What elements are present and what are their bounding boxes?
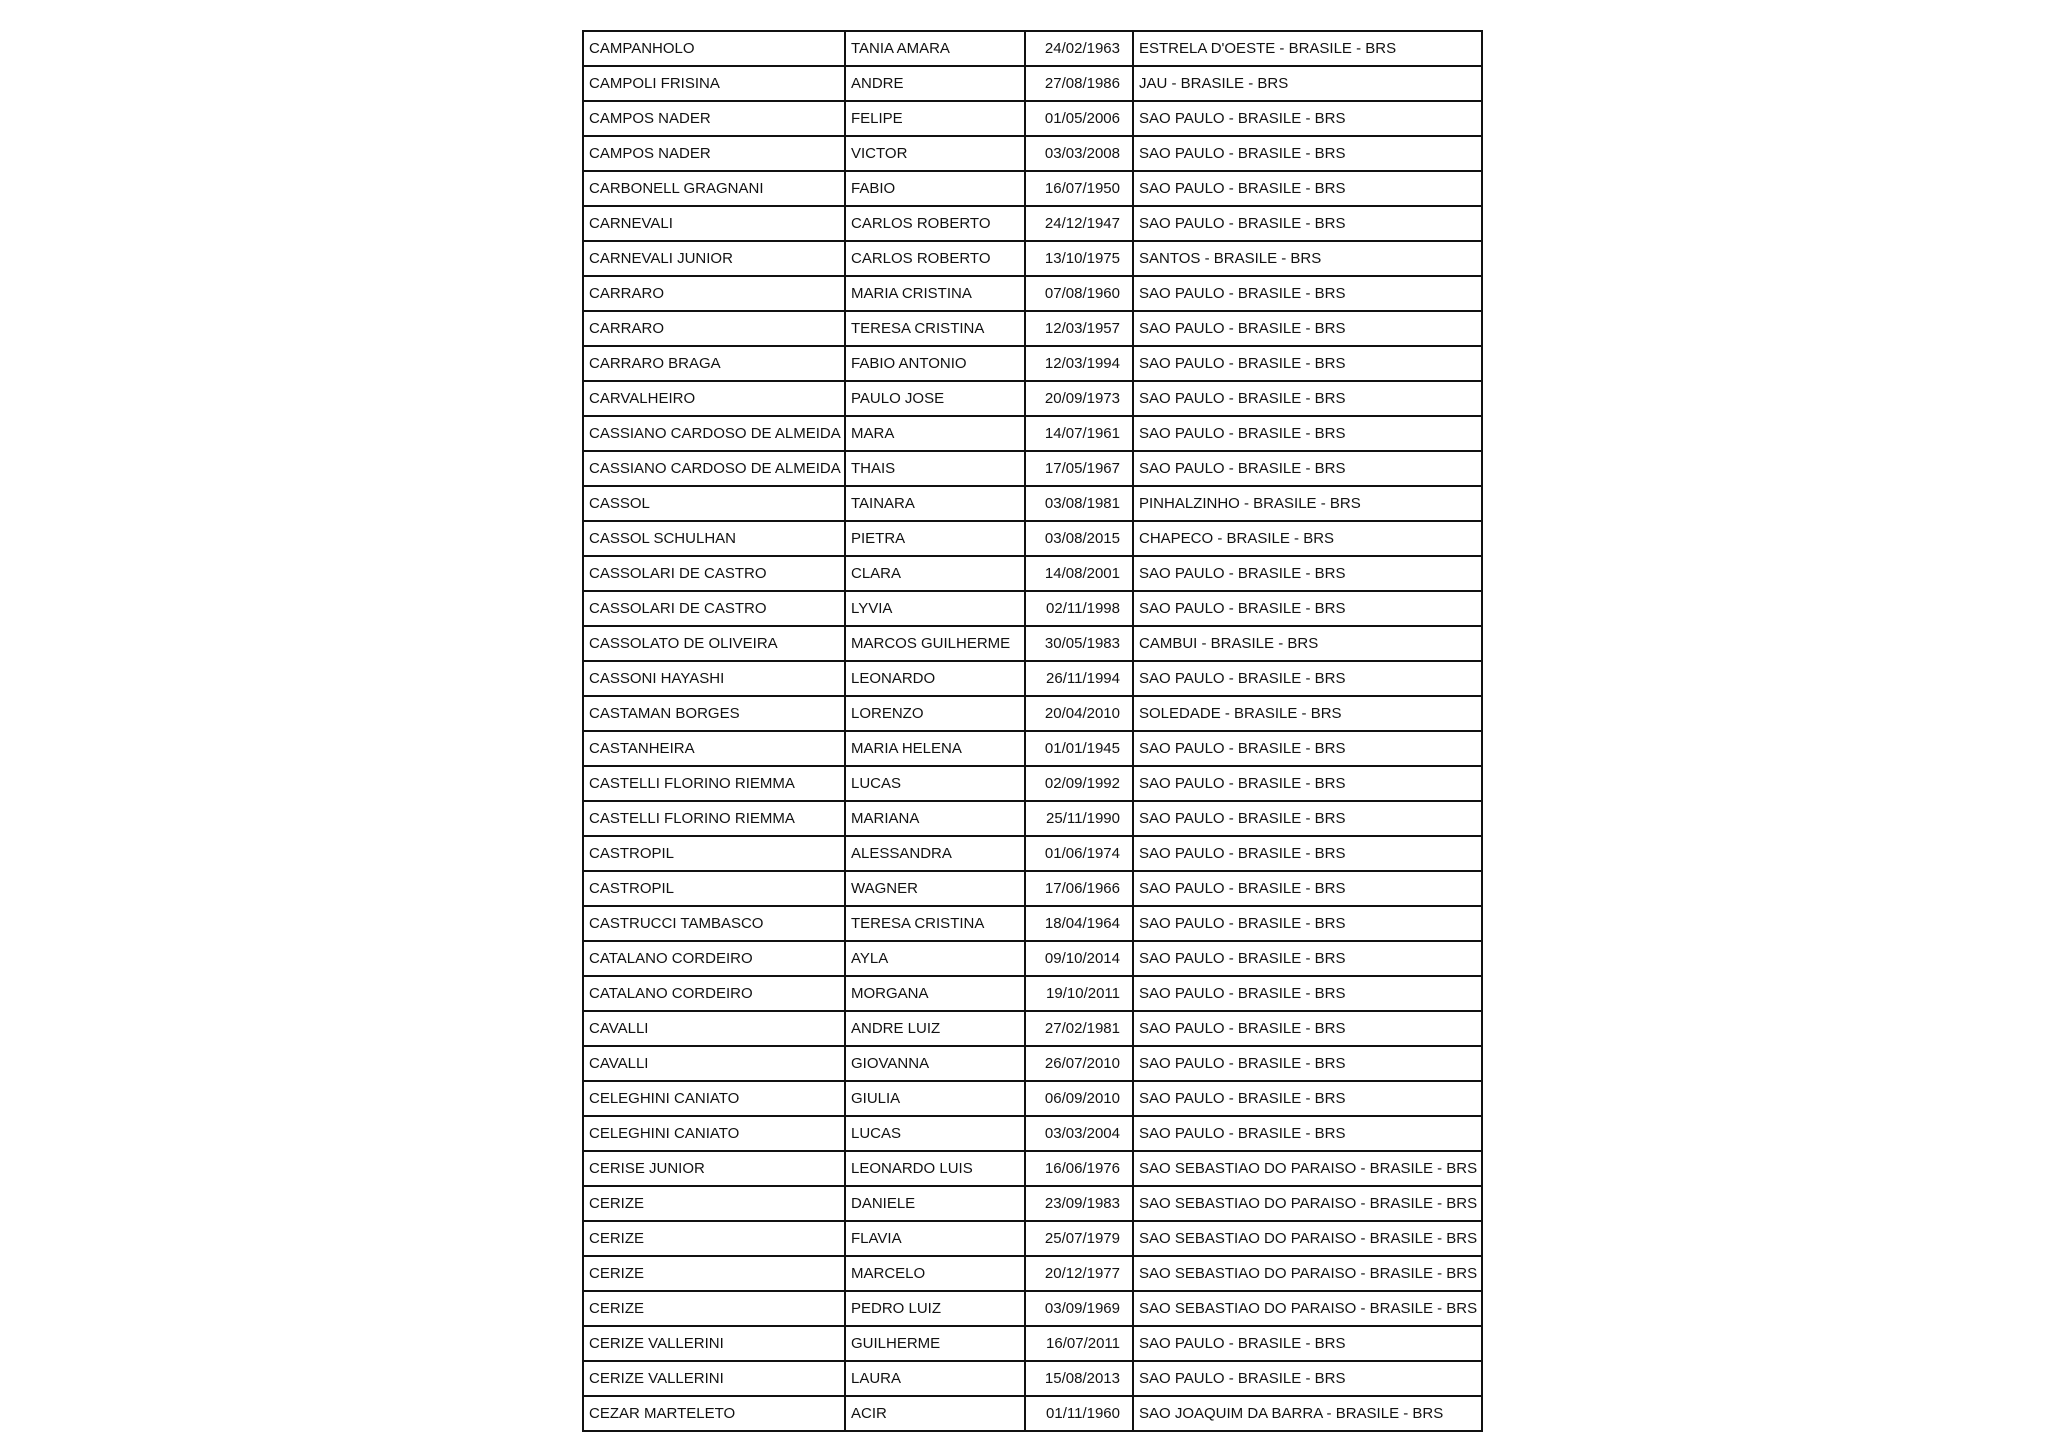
birthdate-cell: 24/12/1947	[1025, 206, 1133, 241]
birthplace-cell: SAO PAULO - BRASILE - BRS	[1133, 311, 1482, 346]
surname-cell: CASSIANO CARDOSO DE ALMEIDA	[583, 451, 845, 486]
table-row	[583, 766, 1482, 801]
register-table	[582, 30, 1483, 1432]
firstname-cell: MARCOS GUILHERME	[845, 626, 1025, 661]
surname-cell: CATALANO CORDEIRO	[583, 941, 845, 976]
table-row	[583, 486, 1482, 521]
birthplace-cell: SAO PAULO - BRASILE - BRS	[1133, 836, 1482, 871]
surname-cell: CASTELLI FLORINO RIEMMA	[583, 801, 845, 836]
firstname-cell: MARA	[845, 416, 1025, 451]
birthdate-cell: 23/09/1983	[1025, 1186, 1133, 1221]
birthdate-cell: 03/09/1969	[1025, 1291, 1133, 1326]
table-row	[583, 1116, 1482, 1151]
firstname-cell: MARIANA	[845, 801, 1025, 836]
birthdate-cell: 03/03/2004	[1025, 1116, 1133, 1151]
table-row	[583, 101, 1482, 136]
firstname-cell: ACIR	[845, 1396, 1025, 1431]
birthplace-cell: SAO PAULO - BRASILE - BRS	[1133, 451, 1482, 486]
birthdate-cell: 01/06/1974	[1025, 836, 1133, 871]
firstname-cell: MORGANA	[845, 976, 1025, 1011]
surname-cell: CASTANHEIRA	[583, 731, 845, 766]
firstname-cell: LEONARDO LUIS	[845, 1151, 1025, 1186]
firstname-cell: GIOVANNA	[845, 1046, 1025, 1081]
table-row	[583, 206, 1482, 241]
surname-cell: CERIZE	[583, 1186, 845, 1221]
birthplace-cell: SAO SEBASTIAO DO PARAISO - BRASILE - BRS	[1133, 1256, 1482, 1291]
birthdate-cell: 19/10/2011	[1025, 976, 1133, 1011]
table-row	[583, 66, 1482, 101]
firstname-cell: TERESA CRISTINA	[845, 906, 1025, 941]
firstname-cell: MARIA HELENA	[845, 731, 1025, 766]
firstname-cell: LYVIA	[845, 591, 1025, 626]
birthdate-cell: 16/06/1976	[1025, 1151, 1133, 1186]
surname-cell: CARNEVALI	[583, 206, 845, 241]
surname-cell: CASSOL	[583, 486, 845, 521]
birthdate-cell: 25/11/1990	[1025, 801, 1133, 836]
surname-cell: CELEGHINI CANIATO	[583, 1081, 845, 1116]
surname-cell: CAMPOS NADER	[583, 101, 845, 136]
birthdate-cell: 20/09/1973	[1025, 381, 1133, 416]
table-row	[583, 276, 1482, 311]
surname-cell: CERIZE VALLERINI	[583, 1326, 845, 1361]
surname-cell: CERIZE	[583, 1291, 845, 1326]
surname-cell: CAMPANHOLO	[583, 31, 845, 66]
birthdate-cell: 02/09/1992	[1025, 766, 1133, 801]
firstname-cell: LEONARDO	[845, 661, 1025, 696]
surname-cell: CARRARO BRAGA	[583, 346, 845, 381]
birthplace-cell: SAO PAULO - BRASILE - BRS	[1133, 276, 1482, 311]
birthdate-cell: 27/08/1986	[1025, 66, 1133, 101]
birthplace-cell: SAO SEBASTIAO DO PARAISO - BRASILE - BRS	[1133, 1151, 1482, 1186]
birthplace-cell: SOLEDADE - BRASILE - BRS	[1133, 696, 1482, 731]
table-row	[583, 381, 1482, 416]
birthplace-cell: SAO JOAQUIM DA BARRA - BRASILE - BRS	[1133, 1396, 1482, 1431]
table-row	[583, 241, 1482, 276]
firstname-cell: TAINARA	[845, 486, 1025, 521]
birthplace-cell: ESTRELA D'OESTE - BRASILE - BRS	[1133, 31, 1482, 66]
table-row	[583, 591, 1482, 626]
birthdate-cell: 20/04/2010	[1025, 696, 1133, 731]
birthdate-cell: 12/03/1994	[1025, 346, 1133, 381]
birthplace-cell: SAO PAULO - BRASILE - BRS	[1133, 381, 1482, 416]
birthplace-cell: SAO PAULO - BRASILE - BRS	[1133, 906, 1482, 941]
surname-cell: CASTROPIL	[583, 871, 845, 906]
birthdate-cell: 27/02/1981	[1025, 1011, 1133, 1046]
surname-cell: CARRARO	[583, 276, 845, 311]
table-row	[583, 556, 1482, 591]
birthdate-cell: 01/01/1945	[1025, 731, 1133, 766]
firstname-cell: MARIA CRISTINA	[845, 276, 1025, 311]
birthdate-cell: 16/07/1950	[1025, 171, 1133, 206]
birthdate-cell: 14/07/1961	[1025, 416, 1133, 451]
birthdate-cell: 09/10/2014	[1025, 941, 1133, 976]
birthdate-cell: 03/08/1981	[1025, 486, 1133, 521]
table-row	[583, 1081, 1482, 1116]
table-row	[583, 1151, 1482, 1186]
birthdate-cell: 17/06/1966	[1025, 871, 1133, 906]
table-row	[583, 311, 1482, 346]
firstname-cell: ANDRE LUIZ	[845, 1011, 1025, 1046]
firstname-cell: VICTOR	[845, 136, 1025, 171]
surname-cell: CASSIANO CARDOSO DE ALMEIDA	[583, 416, 845, 451]
birthdate-cell: 17/05/1967	[1025, 451, 1133, 486]
surname-cell: CERIZE VALLERINI	[583, 1361, 845, 1396]
firstname-cell: LUCAS	[845, 1116, 1025, 1151]
firstname-cell: FABIO	[845, 171, 1025, 206]
birthplace-cell: SAO PAULO - BRASILE - BRS	[1133, 136, 1482, 171]
table-row	[583, 626, 1482, 661]
firstname-cell: FABIO ANTONIO	[845, 346, 1025, 381]
firstname-cell: PEDRO LUIZ	[845, 1291, 1025, 1326]
birthplace-cell: SAO PAULO - BRASILE - BRS	[1133, 661, 1482, 696]
surname-cell: CASSOLATO DE OLIVEIRA	[583, 626, 845, 661]
firstname-cell: GIULIA	[845, 1081, 1025, 1116]
surname-cell: CAVALLI	[583, 1046, 845, 1081]
birthdate-cell: 13/10/1975	[1025, 241, 1133, 276]
surname-cell: CASTROPIL	[583, 836, 845, 871]
table-row	[583, 906, 1482, 941]
surname-cell: CASTAMAN BORGES	[583, 696, 845, 731]
firstname-cell: TERESA CRISTINA	[845, 311, 1025, 346]
birthdate-cell: 18/04/1964	[1025, 906, 1133, 941]
birthplace-cell: SAO PAULO - BRASILE - BRS	[1133, 171, 1482, 206]
birthdate-cell: 26/11/1994	[1025, 661, 1133, 696]
surname-cell: CARNEVALI JUNIOR	[583, 241, 845, 276]
birthdate-cell: 30/05/1983	[1025, 626, 1133, 661]
firstname-cell: LAURA	[845, 1361, 1025, 1396]
table-row	[583, 1361, 1482, 1396]
birthdate-cell: 06/09/2010	[1025, 1081, 1133, 1116]
surname-cell: CASSOLARI DE CASTRO	[583, 591, 845, 626]
birthplace-cell: JAU - BRASILE - BRS	[1133, 66, 1482, 101]
birthdate-cell: 20/12/1977	[1025, 1256, 1133, 1291]
birthplace-cell: SAO SEBASTIAO DO PARAISO - BRASILE - BRS	[1133, 1221, 1482, 1256]
birthplace-cell: SAO PAULO - BRASILE - BRS	[1133, 941, 1482, 976]
birthplace-cell: CAMBUI - BRASILE - BRS	[1133, 626, 1482, 661]
birthdate-cell: 26/07/2010	[1025, 1046, 1133, 1081]
birthplace-cell: SAO PAULO - BRASILE - BRS	[1133, 1011, 1482, 1046]
table-row	[583, 171, 1482, 206]
table-row	[583, 836, 1482, 871]
firstname-cell: AYLA	[845, 941, 1025, 976]
surname-cell: CASTRUCCI TAMBASCO	[583, 906, 845, 941]
register-table-body	[583, 31, 1482, 1431]
table-row	[583, 1256, 1482, 1291]
surname-cell: CEZAR MARTELETO	[583, 1396, 845, 1431]
surname-cell: CERIZE	[583, 1221, 845, 1256]
firstname-cell: CARLOS ROBERTO	[845, 241, 1025, 276]
table-row	[583, 346, 1482, 381]
firstname-cell: PAULO JOSE	[845, 381, 1025, 416]
surname-cell: CASSONI HAYASHI	[583, 661, 845, 696]
surname-cell: CAMPOS NADER	[583, 136, 845, 171]
birthplace-cell: SAO PAULO - BRASILE - BRS	[1133, 416, 1482, 451]
table-row	[583, 661, 1482, 696]
birthplace-cell: SAO PAULO - BRASILE - BRS	[1133, 556, 1482, 591]
birthdate-cell: 01/11/1960	[1025, 1396, 1133, 1431]
birthplace-cell: SAO PAULO - BRASILE - BRS	[1133, 871, 1482, 906]
firstname-cell: GUILHERME	[845, 1326, 1025, 1361]
birthdate-cell: 02/11/1998	[1025, 591, 1133, 626]
table-row	[583, 801, 1482, 836]
birthplace-cell: SAO PAULO - BRASILE - BRS	[1133, 101, 1482, 136]
firstname-cell: ALESSANDRA	[845, 836, 1025, 871]
table-row	[583, 1011, 1482, 1046]
surname-cell: CASSOL SCHULHAN	[583, 521, 845, 556]
surname-cell: CAMPOLI FRISINA	[583, 66, 845, 101]
table-row	[583, 136, 1482, 171]
birthplace-cell: SAO PAULO - BRASILE - BRS	[1133, 801, 1482, 836]
firstname-cell: CLARA	[845, 556, 1025, 591]
birthplace-cell: SAO PAULO - BRASILE - BRS	[1133, 591, 1482, 626]
table-row	[583, 1221, 1482, 1256]
table-row	[583, 521, 1482, 556]
firstname-cell: MARCELO	[845, 1256, 1025, 1291]
table-row	[583, 696, 1482, 731]
birthplace-cell: SAO PAULO - BRASILE - BRS	[1133, 731, 1482, 766]
surname-cell: CARVALHEIRO	[583, 381, 845, 416]
surname-cell: CELEGHINI CANIATO	[583, 1116, 845, 1151]
birthdate-cell: 15/08/2013	[1025, 1361, 1133, 1396]
surname-cell: CARBONELL GRAGNANI	[583, 171, 845, 206]
surname-cell: CASTELLI FLORINO RIEMMA	[583, 766, 845, 801]
table-row	[583, 1046, 1482, 1081]
birthdate-cell: 14/08/2001	[1025, 556, 1133, 591]
birthdate-cell: 01/05/2006	[1025, 101, 1133, 136]
table-row	[583, 731, 1482, 766]
birthdate-cell: 03/08/2015	[1025, 521, 1133, 556]
firstname-cell: TANIA AMARA	[845, 31, 1025, 66]
table-row	[583, 1291, 1482, 1326]
birthplace-cell: SAO PAULO - BRASILE - BRS	[1133, 206, 1482, 241]
birthplace-cell: SAO PAULO - BRASILE - BRS	[1133, 766, 1482, 801]
birthplace-cell: SAO PAULO - BRASILE - BRS	[1133, 1361, 1482, 1396]
table-row	[583, 941, 1482, 976]
firstname-cell: DANIELE	[845, 1186, 1025, 1221]
birthdate-cell: 25/07/1979	[1025, 1221, 1133, 1256]
birthplace-cell: SAO SEBASTIAO DO PARAISO - BRASILE - BRS	[1133, 1291, 1482, 1326]
firstname-cell: THAIS	[845, 451, 1025, 486]
surname-cell: CAVALLI	[583, 1011, 845, 1046]
table-row	[583, 1186, 1482, 1221]
surname-cell: CARRARO	[583, 311, 845, 346]
firstname-cell: LORENZO	[845, 696, 1025, 731]
birthdate-cell: 03/03/2008	[1025, 136, 1133, 171]
table-row	[583, 976, 1482, 1011]
firstname-cell: WAGNER	[845, 871, 1025, 906]
firstname-cell: FLAVIA	[845, 1221, 1025, 1256]
birthplace-cell: SANTOS - BRASILE - BRS	[1133, 241, 1482, 276]
firstname-cell: ANDRE	[845, 66, 1025, 101]
table-row	[583, 871, 1482, 906]
birthplace-cell: PINHALZINHO - BRASILE - BRS	[1133, 486, 1482, 521]
birthplace-cell: SAO SEBASTIAO DO PARAISO - BRASILE - BRS	[1133, 1186, 1482, 1221]
firstname-cell: CARLOS ROBERTO	[845, 206, 1025, 241]
surname-cell: CERISE JUNIOR	[583, 1151, 845, 1186]
firstname-cell: LUCAS	[845, 766, 1025, 801]
birthplace-cell: CHAPECO - BRASILE - BRS	[1133, 521, 1482, 556]
birthplace-cell: SAO PAULO - BRASILE - BRS	[1133, 1081, 1482, 1116]
surname-cell: CASSOLARI DE CASTRO	[583, 556, 845, 591]
birthplace-cell: SAO PAULO - BRASILE - BRS	[1133, 1326, 1482, 1361]
birthdate-cell: 24/02/1963	[1025, 31, 1133, 66]
birthdate-cell: 16/07/2011	[1025, 1326, 1133, 1361]
table-row	[583, 416, 1482, 451]
birthdate-cell: 12/03/1957	[1025, 311, 1133, 346]
birthdate-cell: 07/08/1960	[1025, 276, 1133, 311]
birthplace-cell: SAO PAULO - BRASILE - BRS	[1133, 346, 1482, 381]
surname-cell: CATALANO CORDEIRO	[583, 976, 845, 1011]
table-row	[583, 451, 1482, 486]
firstname-cell: FELIPE	[845, 101, 1025, 136]
table-row	[583, 1326, 1482, 1361]
table-row	[583, 1396, 1482, 1431]
birthplace-cell: SAO PAULO - BRASILE - BRS	[1133, 1116, 1482, 1151]
surname-cell: CERIZE	[583, 1256, 845, 1291]
birthplace-cell: SAO PAULO - BRASILE - BRS	[1133, 1046, 1482, 1081]
firstname-cell: PIETRA	[845, 521, 1025, 556]
table-row	[583, 31, 1482, 66]
birthplace-cell: SAO PAULO - BRASILE - BRS	[1133, 976, 1482, 1011]
